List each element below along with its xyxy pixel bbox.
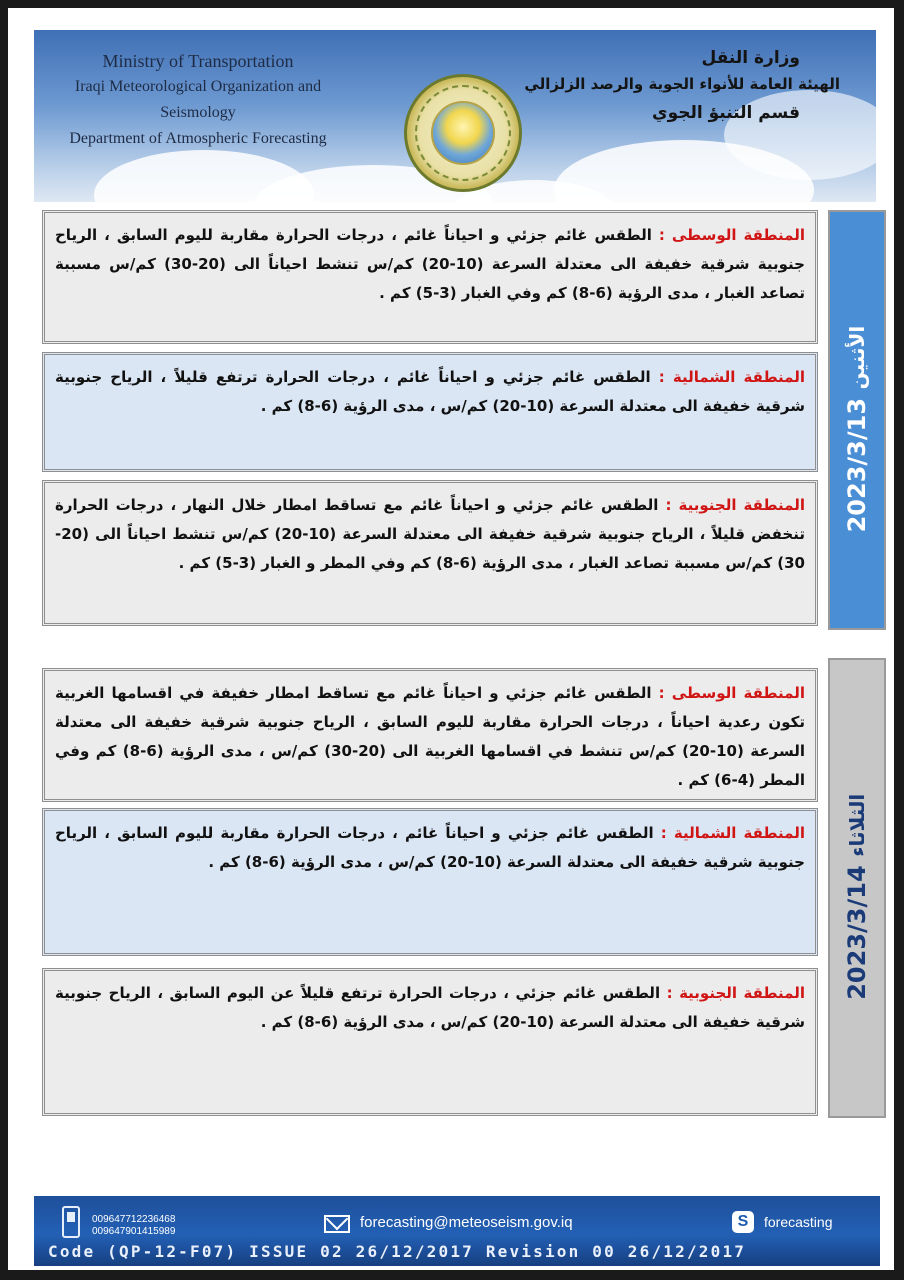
ministry-name-ar: وزارة النقل bbox=[701, 48, 800, 68]
header-english bbox=[48, 48, 348, 152]
day-name: الأثنين bbox=[845, 325, 869, 390]
organization-logo bbox=[404, 74, 522, 192]
day-label-2 bbox=[843, 776, 871, 1000]
day-block-1 bbox=[38, 210, 888, 630]
header-banner bbox=[34, 30, 876, 202]
organization-name-en: Iraqi Meteorological Organization and Seismology bbox=[74, 78, 322, 121]
region-name: المنطقة الوسطى : bbox=[658, 226, 805, 244]
email-link[interactable]: forecasting@meteoseism.gov.iq bbox=[360, 1214, 573, 1231]
day-date: 2023/3/13 bbox=[843, 397, 871, 533]
phone-icon bbox=[62, 1206, 80, 1238]
region-name: المنطقة الشمالية : bbox=[658, 368, 806, 386]
region-forecast-text: الطقس غائم جزئي و احياناً غائم مع تساقط امطار خفيفة في اقسامها الغربية تكون رعدية احياناً ، درجات الحرارة مقاربة لليوم السابق ، الرياح جنوبية شرقية خفيفة الى معتدلة السرعة (10-20) كم/س تنشط في اقسامها الغربية الى (20-30) كم/س ، مدى الرؤية (6-8) كم وفي المطر (4-6) كم . bbox=[55, 684, 806, 789]
header-arabic bbox=[520, 46, 840, 128]
region-forecast-text: الطقس غائم جزئي و احياناً غائم ، درجات الحرارة مقاربة لليوم السابق ، الرياح جنوبية شرقية خفيفة الى معتدلة السرعة (10-20) كم/س تنشط احياناً الى (20-30) كم/س مسببة تصاعد الغبار ، مدى الرؤية (6-8) كم وفي الغبار (3-5) كم . bbox=[55, 226, 805, 302]
department-name-ar: قسم التنبؤ الجوي bbox=[652, 103, 800, 123]
skype-icon: S bbox=[732, 1211, 754, 1233]
phone-number-2: 009647901415989 bbox=[92, 1226, 176, 1237]
region-forecast-text: الطقس غائم جزئي ، درجات الحرارة ترتفع قليلاً عن اليوم السابق ، الرياح جنوبية شرقية خفيفة الى معتدلة السرعة (10-20) كم/س ، مدى الرؤية (6-8) كم . bbox=[55, 984, 805, 1031]
organization-name-ar: الهيئة العامة للأنواء الجوية والرصد الزلزالي bbox=[524, 75, 840, 93]
region-north-day2 bbox=[42, 808, 818, 956]
region-name: المنطقة الجنوبية : bbox=[666, 984, 805, 1002]
region-name: المنطقة الوسطى : bbox=[658, 684, 806, 702]
region-forecast-text: الطقس غائم جزئي و احياناً غائم ، درجات الحرارة مقاربة لليوم السابق ، الرياح جنوبية شرقية خفيفة الى معتدلة السرعة (10-20) كم/س ، مدى الرؤية (6-8) كم . bbox=[55, 824, 805, 871]
day-band-2 bbox=[828, 658, 886, 1118]
phone-number-1: 009647712236468 bbox=[92, 1214, 176, 1225]
region-central-day2 bbox=[42, 668, 818, 802]
footer-bar bbox=[34, 1196, 880, 1266]
day-band-1 bbox=[828, 210, 886, 630]
ministry-name-en: Ministry of Transportation bbox=[102, 51, 294, 71]
mail-icon bbox=[324, 1215, 350, 1233]
region-south-day2 bbox=[42, 968, 818, 1116]
phone-numbers bbox=[92, 1214, 175, 1238]
department-name-en: Department of Atmospheric Forecasting bbox=[69, 130, 327, 147]
region-name: المنطقة الشمالية : bbox=[660, 824, 806, 842]
document-code: Code (QP-12-F07) ISSUE 02 26/12/2017 Revision 00 26/12/2017 bbox=[48, 1242, 747, 1261]
region-central-day1 bbox=[42, 210, 818, 344]
day-name: الثلاثاء bbox=[845, 794, 869, 858]
region-name: المنطقة الجنوبية : bbox=[665, 496, 805, 514]
region-forecast-text: الطقس غائم جزئي و احياناً غائم مع تساقط امطار خلال النهار ، درجات الحرارة تنخفض قليلاً ، الرياح جنوبية شرقية خفيفة الى معتدلة السرعة (10-20) كم/س تنشط احياناً الى (20-30) كم/س مسببة تصاعد الغبار ، مدى الرؤية (6-8) كم وفي المطر و الغبار (3-5) كم . bbox=[55, 496, 805, 572]
region-forecast-text: الطقس غائم جزئي و احياناً غائم ، درجات الحرارة ترتفع قليلاً ، الرياح جنوبية شرقية خفيفة الى معتدلة السرعة (10-20) كم/س ، مدى الرؤية (6-8) كم . bbox=[55, 368, 805, 415]
day-label-1 bbox=[843, 308, 871, 532]
day-block-2 bbox=[38, 658, 888, 1118]
region-north-day1 bbox=[42, 352, 818, 472]
day-date: 2023/3/14 bbox=[843, 865, 871, 1000]
region-south-day1 bbox=[42, 480, 818, 626]
forecast-page bbox=[8, 8, 894, 1270]
skype-handle[interactable]: forecasting bbox=[764, 1214, 833, 1230]
